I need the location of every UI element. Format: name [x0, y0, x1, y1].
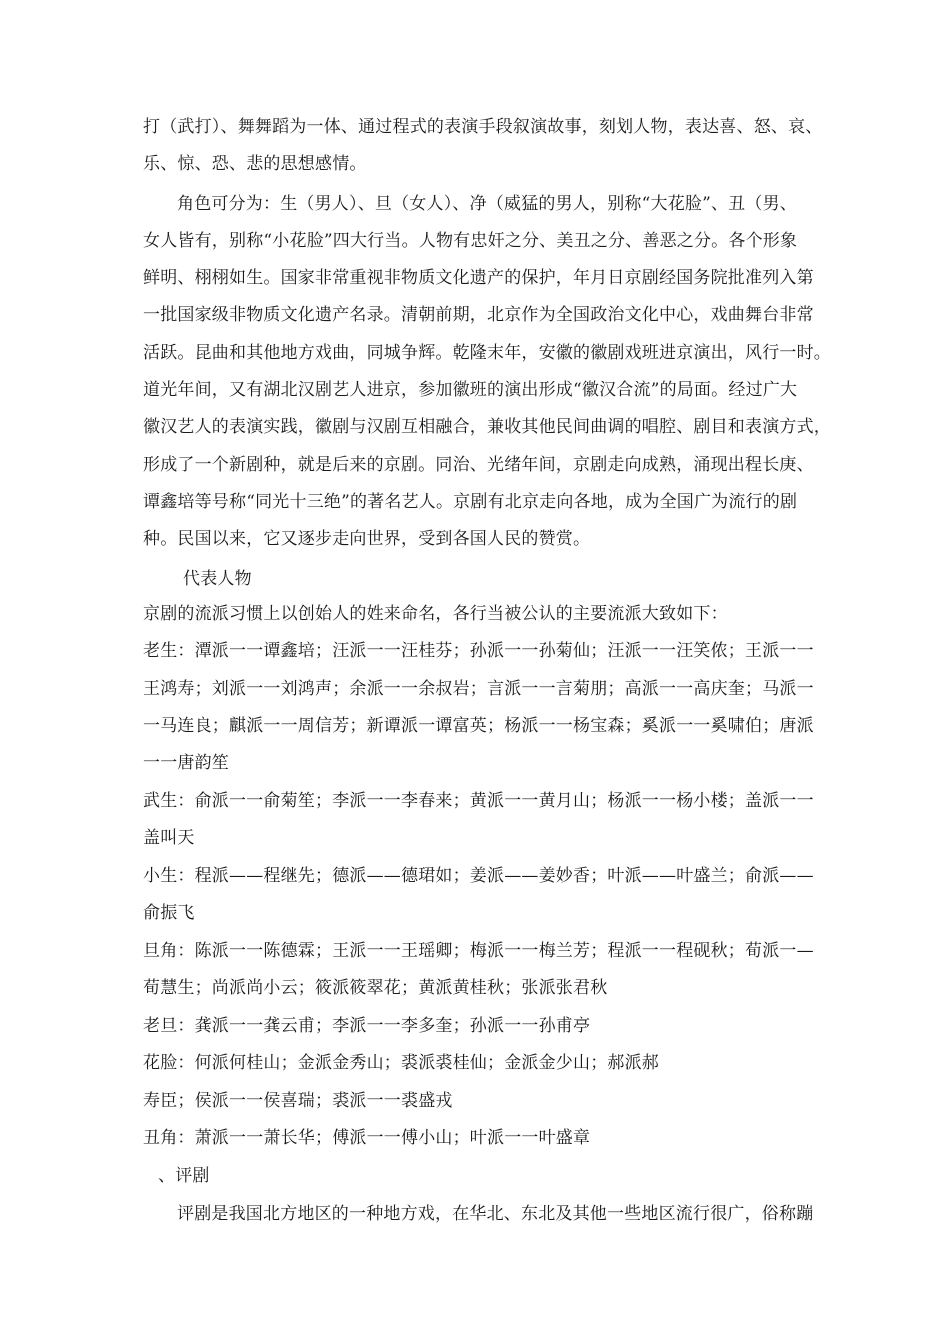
text-line: 女人皆有，别称“小花脸”四大行当。人物有忠奸之分、美丑之分、善恶之分。各个形象 [143, 231, 798, 251]
text-line: 活跃。昆曲和其他地方戏曲，同城争辉。乾隆末年，安徽的徽剧戏班进京演出，风行一时。 [143, 343, 831, 363]
text-line: 小生：程派——程继先；德派——德珺如；姜派——姜妙香；叶派——叶盛兰；俞派—— [143, 866, 814, 886]
text-line: 王鸿寿；刘派一一刘鸿声；余派一一余叔岩；言派一一言菊朋；高派一一高庆奎；马派一 [143, 679, 814, 699]
text-line: 一批国家级非物质文化遗产名录。清朝前期，北京作为全国政治文化中心，戏曲舞台非常 [143, 305, 814, 325]
paragraph-first-line: 角色可分为：生（男人）、旦（女人）、净（威猛的男人，别称“大花脸”、丑（男、 [177, 194, 797, 214]
text-line: 形成了一个新剧种，就是后来的京剧。同治、光绪年间，京剧走向成熟，涌现出程长庚、 [143, 455, 814, 475]
text-line: 一一唐韵笙 [143, 753, 229, 773]
text-line: 打（武打）、舞舞蹈为一体、通过程式的表演手段叙演故事，刻划人物，表达喜、怒、哀、 [143, 117, 823, 137]
paragraph-first-line: 评剧是我国北方地区的一种地方戏，在华北、东北及其他一些地区流行很广，俗称蹦 [177, 1204, 814, 1224]
text-line: 乐、惊、恐、悲的思想感情。 [143, 154, 367, 174]
section-heading: 代表人物 [183, 569, 252, 589]
text-line: 荀慧生；尚派尚小云；筱派筱翠花；黄派黄桂秋；张派张君秋 [143, 978, 608, 998]
text-line: 旦角：陈派一一陈德霖；王派一一王瑶卿；梅派一一梅兰芳；程派一一程砚秋；荀派一— [143, 941, 814, 961]
text-line: 花脸：何派何桂山；金派金秀山；裘派裘桂仙；金派金少山；郝派郝 [143, 1053, 659, 1073]
text-line: 俞振飞 [143, 903, 195, 923]
text-line: 种。民国以来，它又逐步走向世界，受到各国人民的赞赏。 [143, 529, 591, 549]
text-line: 寿臣；侯派一一侯喜瑞；裘派一一裘盛戎 [143, 1091, 453, 1111]
text-line: 一马连良；麒派一一周信芳；新谭派一谭富英；杨派一一杨宝森；奚派一一奚啸伯；唐派 [143, 716, 814, 736]
text-line: 谭鑫培等号称“同光十三绝”的著名艺人。京剧有北京走向各地，成为全国广为流行的剧 [143, 492, 798, 512]
text-line: 老生：潭派一一谭鑫培；汪派一一汪桂芬；孙派一一孙菊仙；汪派一一汪笑侬；王派一一 [143, 641, 814, 661]
text-line: 道光年间，又有湖北汉剧艺人进京，参加徽班的演出形成“徽汉合流”的局面。经过广大 [143, 380, 798, 400]
text-line: 鲜明、栩栩如生。国家非常重视非物质文化遗产的保护，年月日京剧经国务院批准列入第 [143, 268, 814, 288]
text-line: 盖叫天 [143, 828, 195, 848]
text-line: 丑角：萧派一一萧长华；傅派一一傅小山；叶派一一叶盛章 [143, 1128, 591, 1148]
text-line: 老旦：龚派一一龚云甫；李派一一李多奎；孙派一一孙甫亭 [143, 1016, 591, 1036]
text-line: 京剧的流派习惯上以创始人的姓来命名，各行当被公认的主要流派大致如下： [143, 604, 728, 624]
section-heading: 、评剧 [158, 1166, 210, 1186]
text-line: 武生：俞派一一俞菊笙；李派一一李春来；黄派一一黄月山；杨派一一杨小楼；盖派一一 [143, 791, 814, 811]
text-line: 徽汉艺人的表演实践，徽剧与汉剧互相融合，兼收其他民间曲调的唱腔、剧目和表演方式， [143, 417, 831, 437]
